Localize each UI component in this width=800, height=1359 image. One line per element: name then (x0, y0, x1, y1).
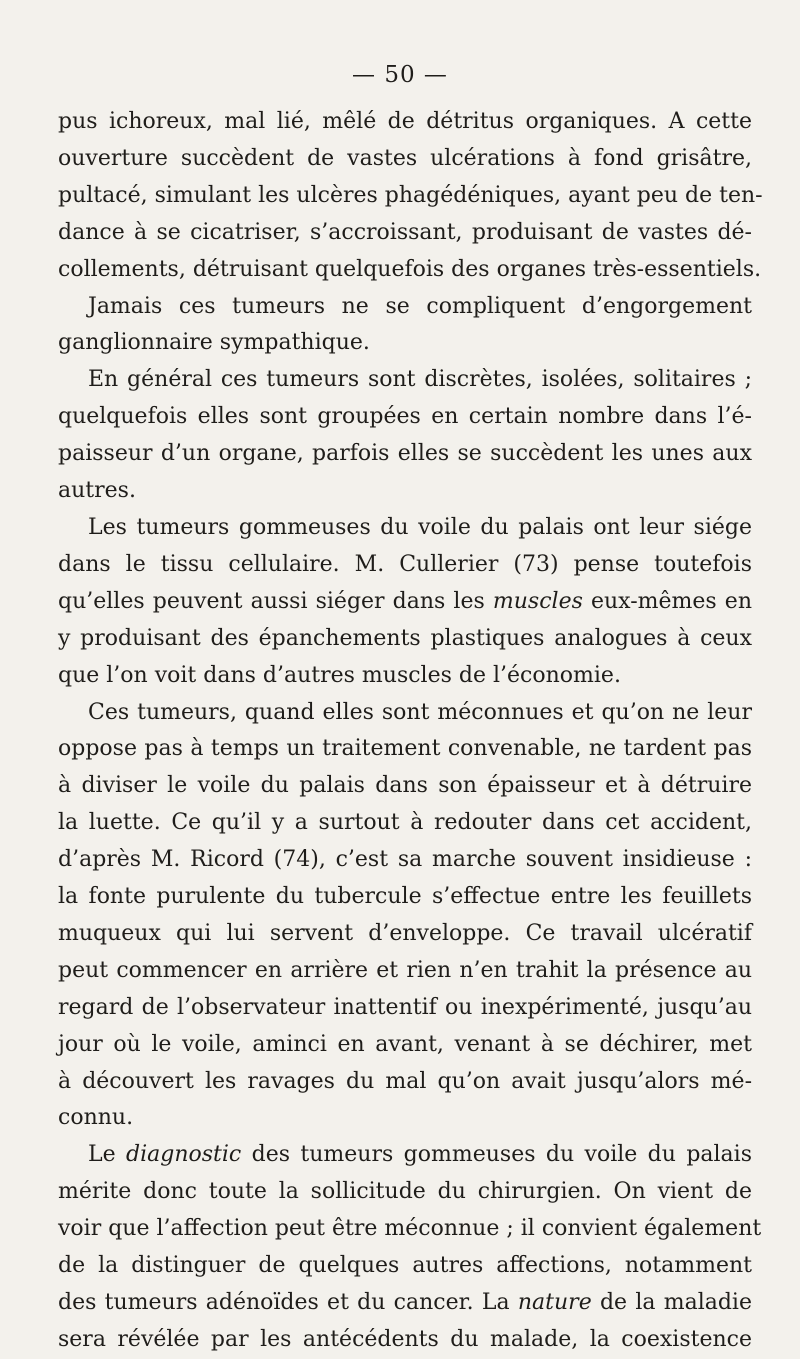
text-line (58, 805, 752, 842)
body-text (58, 104, 763, 1359)
text-line (58, 1322, 752, 1359)
text-segment: peut commencer en arrière et rien n’en trahit la présence au (58, 957, 752, 983)
text-segment: quelquefois elles sont groupées en certain nombre dans l’é- (58, 404, 752, 430)
text-segment: voir que l’affection peut être méconnue ; il convient également (58, 1216, 762, 1242)
text-segment: qu’elles peuvent aussi siéger dans les (58, 588, 493, 614)
text-line (58, 842, 752, 879)
text-segment: des tumeurs gommeuses du voile du palais (241, 1142, 752, 1168)
text-line (58, 990, 752, 1027)
text-line (58, 399, 752, 436)
text-line (58, 621, 752, 658)
text-segment: d’après M. Ricord (74), c’est sa marche souvent insidieuse : (58, 847, 752, 873)
text-line (58, 584, 752, 621)
text-segment: la luette. Ce qu’il y a surtout à redouter dans cet accident, (58, 810, 752, 836)
italic-term: diagnostic (126, 1142, 242, 1168)
text-segment: connu. (58, 1105, 134, 1131)
text-segment: à diviser le voile du palais dans son épaisseur et à détruire (58, 773, 752, 799)
page-number: — 50 — (352, 62, 448, 88)
text-line (58, 731, 752, 768)
text-line (58, 289, 752, 326)
text-line (58, 141, 752, 178)
text-segment: Jamais ces tumeurs ne se compliquent d’engorgement (88, 293, 752, 319)
text-line (58, 1285, 752, 1322)
text-segment: paisseur d’un organe, parfois elles se succèdent les unes aux (58, 441, 752, 467)
text-line (58, 695, 752, 732)
text-segment: eux-mêmes en (582, 588, 752, 614)
text-segment: ouverture succèdent de vastes ulcérations à fond grisâtre, (58, 145, 752, 171)
text-segment: oppose pas à temps un traitement convenable, ne tardent pas (58, 736, 752, 762)
text-line (58, 362, 752, 399)
text-segment: de la distinguer de quelques autres affections, notamment (58, 1253, 752, 1279)
text-line (58, 252, 762, 289)
text-line (58, 325, 752, 362)
text-segment: des tumeurs adénoïdes et du cancer. La (58, 1290, 518, 1315)
text-line (58, 1174, 752, 1211)
text-segment: pus ichoreux, mal lié, mêlé de détritus organiques. A cette (58, 109, 752, 134)
text-segment: Les tumeurs gommeuses du voile du palais ont leur siége (88, 514, 752, 540)
text-line (58, 768, 752, 805)
text-segment: à découvert les ravages du mal qu’on avait jusqu’alors mé- (58, 1068, 752, 1094)
text-line (58, 1211, 762, 1248)
text-line (58, 953, 752, 990)
text-line (58, 658, 752, 695)
text-line (58, 879, 752, 916)
text-line (58, 1248, 752, 1285)
text-segment: Le (88, 1142, 127, 1168)
text-segment: la fonte purulente du tubercule s’effectue entre les feuillets (58, 884, 752, 910)
text-segment: pultacé, simulant les ulcères phagédéniques, ayant peu de ten- (58, 182, 763, 208)
text-line (58, 178, 763, 215)
text-segment: autres. (58, 478, 136, 504)
text-line (58, 215, 752, 252)
text-line (58, 1137, 752, 1174)
text-segment: ganglionnaire sympathique. (58, 330, 370, 356)
italic-term: nature (517, 1290, 592, 1315)
text-line (58, 510, 752, 547)
text-segment: jour où le voile, aminci en avant, venant à se déchirer, met (58, 1031, 752, 1057)
text-line (58, 916, 752, 953)
text-segment: Ces tumeurs, quand elles sont méconnues et qu’on ne leur (88, 699, 752, 725)
text-segment: En général ces tumeurs sont discrètes, isolées, solitaires ; (88, 367, 752, 393)
text-line (58, 473, 752, 510)
text-segment: collements, détruisant quelquefois des organes très-essentiels. (58, 256, 762, 282)
italic-term: muscles (492, 588, 583, 614)
text-segment: de la maladie (591, 1290, 752, 1315)
text-segment: mérite donc toute la sollicitude du chirurgien. On vient de (58, 1179, 752, 1205)
text-line (58, 436, 752, 473)
text-segment: regard de l’observateur inattentif ou inexpérimenté, jusqu’au (58, 994, 752, 1020)
text-line (58, 547, 752, 584)
text-line (58, 1100, 752, 1137)
text-segment: dance à se cicatriser, s’accroissant, produisant de vastes dé- (58, 219, 752, 245)
text-segment: dans le tissu cellulaire. M. Cullerier (73) pense toutefois (58, 551, 752, 577)
text-line (58, 104, 752, 141)
text-segment: y produisant des épanchements plastiques analogues à ceux (58, 625, 752, 651)
text-segment: que l’on voit dans d’autres muscles de l’économie. (58, 662, 621, 688)
text-segment: sera révélée par les antécédents du malade, la coexistence (58, 1326, 752, 1352)
text-segment: muqueux qui lui servent d’enveloppe. Ce travail ulcératif (58, 920, 752, 946)
text-line (58, 1064, 752, 1101)
text-line (58, 1027, 752, 1064)
